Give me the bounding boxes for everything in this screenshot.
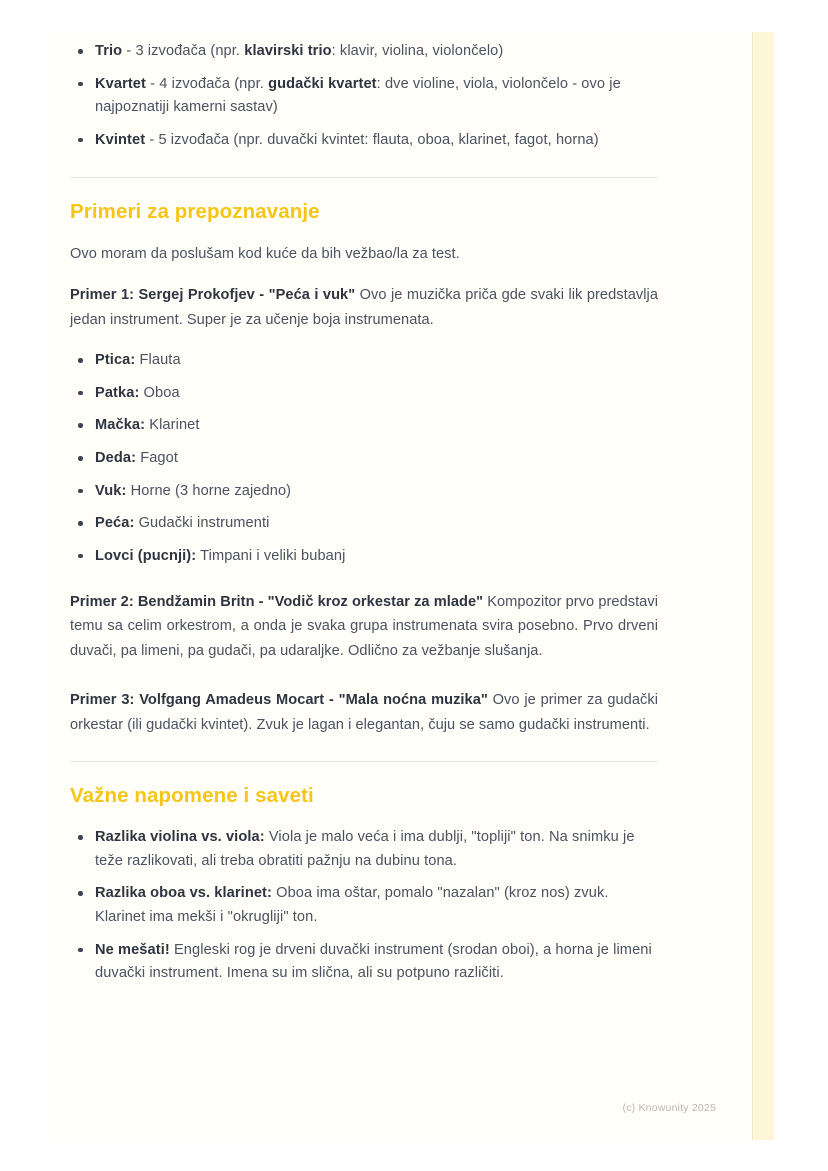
example-2-text: Kompozitor prvo predstavi temu sa celim orkestrom, a onda je svaka grupa instrumenata svira posebno. Prvo drveni duvači, pa limeni, pa gudači, pa udaraljke. Odlično za vežbanje slušanja. xyxy=(70,593,658,659)
list-item xyxy=(70,939,658,986)
note-term: Razlika oboa vs. klarinet: xyxy=(95,885,272,902)
term-kvartet: Kvartet xyxy=(95,75,146,92)
term-kvintet-rest: - 5 izvođača (npr. duvački kvintet: flauta, oboa, klarinet, fagot, horna) xyxy=(145,131,599,148)
list-item xyxy=(70,129,658,153)
list-item xyxy=(70,882,658,929)
divider xyxy=(70,761,658,762)
term-kvartet-rest2: : dve violine, viola, violončelo - ovo je najpoznatiji kamerni sastav) xyxy=(95,75,621,116)
note-text: Viola je malo veća i ima dublji, "topliji" ton. Na snimku je teže razlikovati, ali treba obratiti pažnju na dubinu tona. xyxy=(95,829,635,869)
term-trio-rest: - 3 izvođača (npr. xyxy=(122,43,245,59)
example-1-text: Ovo je muzička priča gde svaki lik predstavlja jedan instrument. Super je za učenje boja instrumenata. xyxy=(70,287,658,328)
character-name: Ptica: xyxy=(95,352,136,369)
example-3-title: Primer 3: Volfgang Amadeus Mocart - "Mala noćna muzika" xyxy=(70,692,488,709)
character-name: Mačka: xyxy=(95,417,146,434)
example-2-paragraph xyxy=(70,590,658,664)
section-heading-notes: Važne napomene i saveti xyxy=(70,784,314,808)
character-name: Deda: xyxy=(95,450,137,467)
example-3-text: Ovo je primer za gudački orkestar (ili gudački kvintet). Zvuk je lagan i elegantan, čuju se samo gudački instrumenti. xyxy=(70,692,658,733)
character-instrument: Gudački instrumenti xyxy=(134,515,270,532)
example-2-title: Primer 2: Bendžamin Britn - "Vodič kroz orkestar za mlade" xyxy=(70,593,484,610)
list-item xyxy=(70,414,658,438)
notes-list xyxy=(70,826,658,986)
document-body xyxy=(70,32,658,995)
note-term: Ne mešati! xyxy=(95,941,170,958)
note-text: Oboa ima oštar, pomalo "nazalan" (kroz nos) zvuk. Klarinet ima mekši i "okrugliji" ton. xyxy=(95,885,609,926)
character-name: Peća: xyxy=(95,515,135,532)
character-instrument: Oboa xyxy=(139,384,180,401)
character-instrument: Fagot xyxy=(136,450,179,467)
term-trio-rest2: : klavir, violina, violončelo) xyxy=(331,43,504,59)
list-item xyxy=(70,73,658,120)
term-trio: Trio xyxy=(95,43,123,59)
document-page xyxy=(46,32,774,1140)
list-item xyxy=(70,349,658,373)
intro-paragraph: Ovo moram da poslušam kod kuće da bih vežbao/la za test. xyxy=(70,245,460,262)
character-name: Vuk: xyxy=(95,482,127,499)
term-kvartet-rest: - 4 izvođača (npr. xyxy=(146,75,269,92)
page-content-area xyxy=(46,32,752,1140)
note-text: Engleski rog je drveni duvački instrument (srodan oboi), a horna je limeni duvački instrument. Imena su im slična, ali su potpuno različiti. xyxy=(95,941,652,982)
character-name: Patka: xyxy=(95,384,140,401)
list-item xyxy=(70,382,658,406)
character-instrument: Horne (3 horne zajedno) xyxy=(126,482,292,499)
list-item xyxy=(70,826,658,873)
list-item xyxy=(70,447,658,471)
character-instrument: Klarinet xyxy=(145,417,200,434)
example-3-paragraph xyxy=(70,688,658,737)
character-instrument: Flauta xyxy=(135,352,181,369)
ensemble-list xyxy=(70,40,658,153)
copyright-footer: (c) Knowunity 2025 xyxy=(622,1102,716,1114)
page-side-strip xyxy=(752,32,774,1140)
term-kvartet-bold2: gudački kvartet xyxy=(268,75,377,92)
section-heading-examples: Primeri za prepoznavanje xyxy=(70,199,320,223)
example-1-title: Primer 1: Sergej Prokofjev - "Peća i vuk" xyxy=(70,287,356,304)
note-term: Razlika violina vs. viola: xyxy=(95,829,265,846)
divider xyxy=(70,177,658,178)
example-1-paragraph xyxy=(70,283,658,332)
list-item xyxy=(70,40,658,64)
character-name: Lovci (pucnji): xyxy=(95,547,197,564)
list-item xyxy=(70,480,658,504)
term-trio-bold2: klavirski trio xyxy=(244,43,332,59)
list-item xyxy=(70,545,658,569)
character-instrument-list xyxy=(70,349,658,568)
character-instrument: Timpani i veliki bubanj xyxy=(196,547,346,564)
term-kvintet: Kvintet xyxy=(95,131,146,148)
list-item xyxy=(70,512,658,536)
